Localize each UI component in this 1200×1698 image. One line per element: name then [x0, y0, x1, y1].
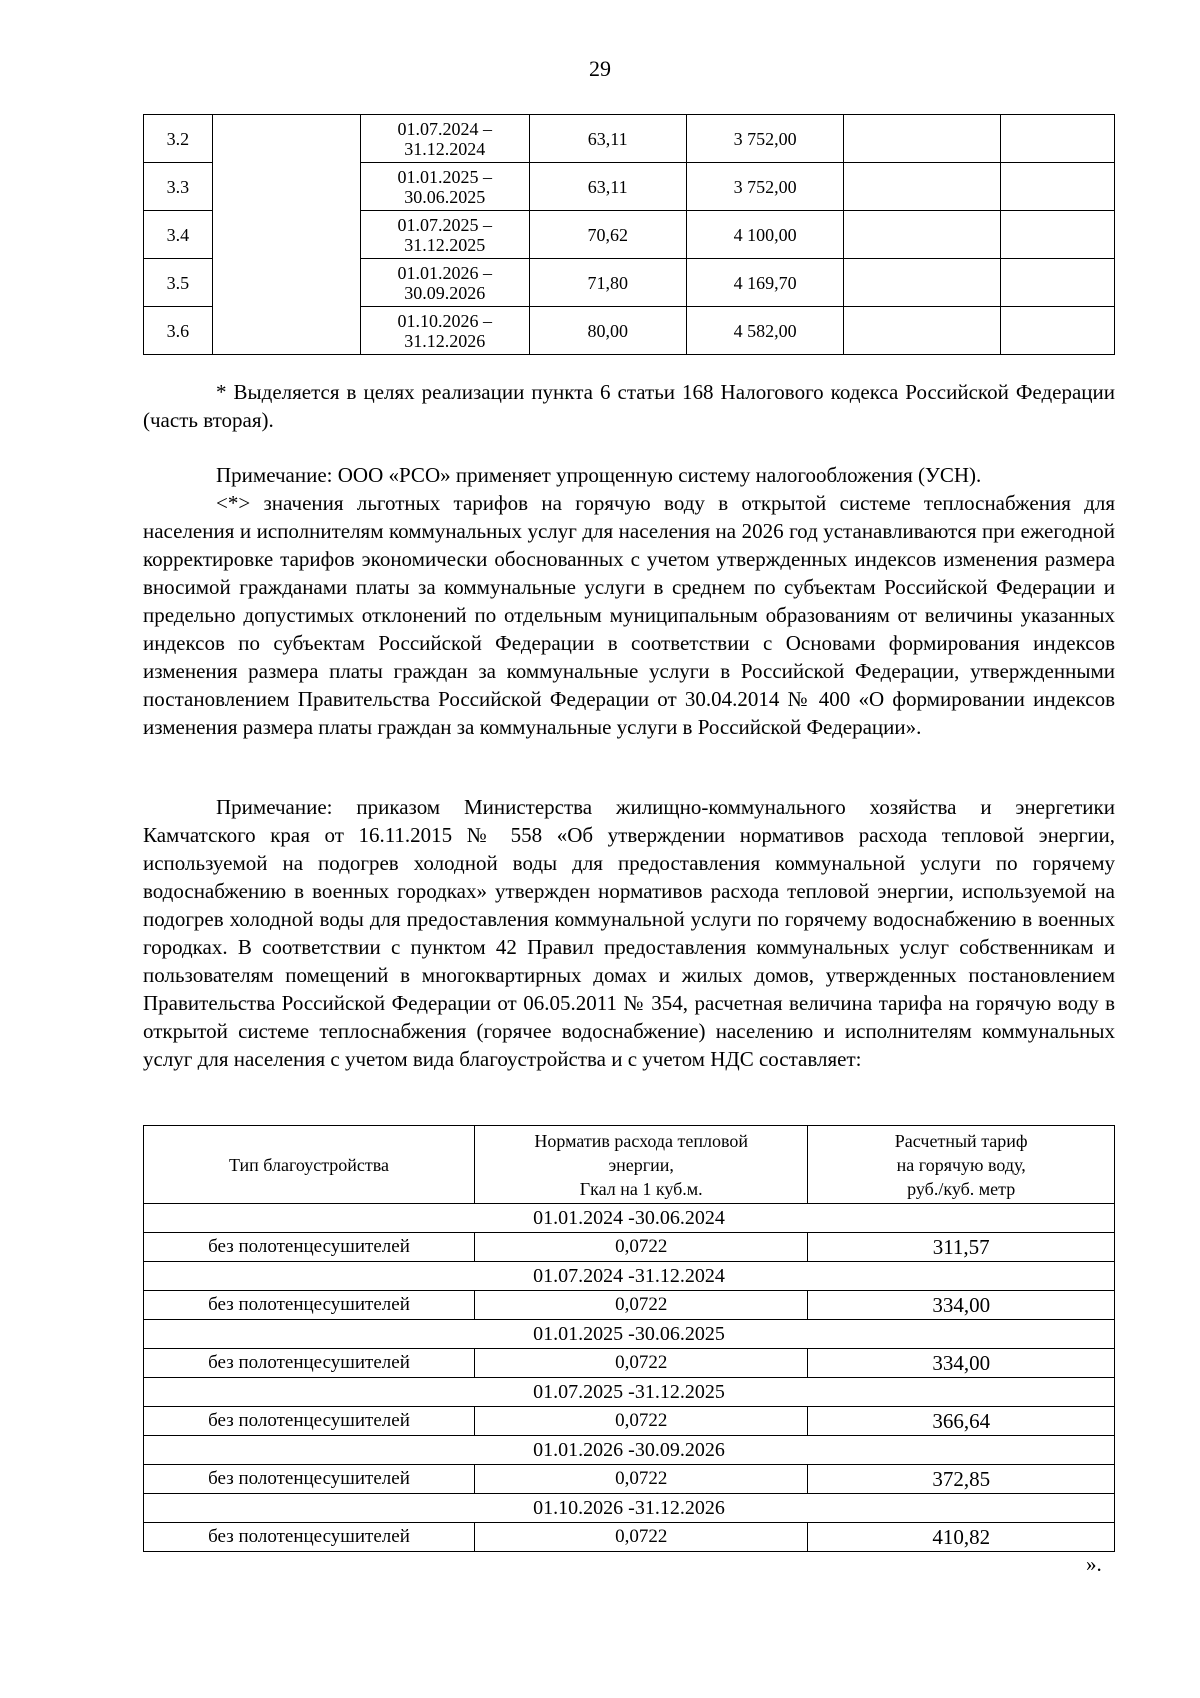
table-row — [144, 1407, 1115, 1436]
amenity-type: без полотенцесушителей — [144, 1233, 475, 1262]
period-cell: 01.01.2026 – 30.09.2026 — [360, 259, 529, 307]
note-preferential-tariffs: <*> значения льготных тарифов на горячую воду в открытой системе теплоснабжения для населения и исполнителям коммунальных услуг для населения на 2026 год устанавливаются при ежегодной корректировке тарифов экономически обоснованных с учетом утвержденных индексов изменения размера вносимой гражданами платы за коммунальные услуги в среднем по субъектам Российской Федерации и предельно допустимых отклонений по отдельным муниципальным образованиям от величины указанных индексов по субъектам Российской Федерации в соответствии с Основами формирования индексов изменения размера платы граждан за коммунальные услуги в Российской Федерации, утвержденными постановлением Правительства Российской Федерации от 30.04.2014 № 400 «О формировании индексов изменения размера платы граждан за коммунальные услуги в Российской Федерации». — [143, 491, 1115, 739]
period-row — [144, 1436, 1115, 1465]
value-cell: 63,11 — [529, 115, 686, 163]
amenity-type: без полотенцесушителей — [144, 1523, 475, 1552]
period-label: 01.01.2024 -30.06.2024 — [144, 1204, 1115, 1233]
note-usn: Примечание: ООО «РСО» применяет упрощенную систему налогообложения (УСН). — [216, 463, 982, 487]
heat-norm: 0,0722 — [475, 1233, 808, 1262]
tariff-value: 372,85 — [808, 1465, 1115, 1494]
empty-cell — [1000, 115, 1114, 163]
tariff-value: 334,00 — [808, 1349, 1115, 1378]
heat-norm: 0,0722 — [475, 1465, 808, 1494]
heat-norm: 0,0722 — [475, 1349, 808, 1378]
value-cell: 4 582,00 — [686, 307, 843, 355]
footnote: * Выделяется в целях реализации пункта 6 статьи 168 Налогового кодекса Российской Федерации (часть вторая). — [143, 380, 1115, 432]
amenity-type: без полотенцесушителей — [144, 1407, 475, 1436]
period-cell: 01.07.2025 – 31.12.2025 — [360, 211, 529, 259]
amenity-type: без полотенцесушителей — [144, 1291, 475, 1320]
period-row — [144, 1378, 1115, 1407]
period-cell: 01.01.2025 – 30.06.2025 — [360, 163, 529, 211]
period-row — [144, 1262, 1115, 1291]
value-cell: 3 752,00 — [686, 115, 843, 163]
empty-cell — [844, 307, 1000, 355]
header-tariff: Расчетный тариф на горячую воду, руб./куб. метр — [808, 1126, 1115, 1204]
period-row — [144, 1204, 1115, 1233]
value-cell: 3 752,00 — [686, 163, 843, 211]
period-row — [144, 1320, 1115, 1349]
value-cell: 71,80 — [529, 259, 686, 307]
tariff-value: 334,00 — [808, 1291, 1115, 1320]
period-label: 01.07.2024 -31.12.2024 — [144, 1262, 1115, 1291]
empty-cell — [844, 163, 1000, 211]
period-label: 01.10.2026 -31.12.2026 — [144, 1494, 1115, 1523]
amenity-type: без полотенцесушителей — [144, 1349, 475, 1378]
heat-norm: 0,0722 — [475, 1291, 808, 1320]
tariff-value: 410,82 — [808, 1523, 1115, 1552]
value-cell: 4 100,00 — [686, 211, 843, 259]
period-label: 01.01.2026 -30.09.2026 — [144, 1436, 1115, 1465]
row-number: 3.3 — [144, 163, 213, 211]
period-label: 01.01.2025 -30.06.2025 — [144, 1320, 1115, 1349]
empty-cell — [1000, 211, 1114, 259]
tariff-table-top — [143, 114, 1115, 355]
row-number: 3.4 — [144, 211, 213, 259]
row-number: 3.2 — [144, 115, 213, 163]
closing-quote: ». — [1086, 1552, 1102, 1576]
table-row — [144, 1349, 1115, 1378]
tariff-value: 311,57 — [808, 1233, 1115, 1262]
empty-cell — [1000, 163, 1114, 211]
heat-norm: 0,0722 — [475, 1523, 808, 1552]
hot-water-tariff-table — [143, 1125, 1115, 1552]
table-row — [144, 115, 1115, 163]
heat-norm: 0,0722 — [475, 1407, 808, 1436]
value-cell: 70,62 — [529, 211, 686, 259]
empty-cell — [1000, 307, 1114, 355]
table-header-row — [144, 1126, 1115, 1204]
page-number: 29 — [589, 56, 611, 81]
row-number: 3.6 — [144, 307, 213, 355]
period-cell: 01.10.2026 – 31.12.2026 — [360, 307, 529, 355]
value-cell: 63,11 — [529, 163, 686, 211]
value-cell: 80,00 — [529, 307, 686, 355]
table-row — [144, 1523, 1115, 1552]
note-heat-norms: Примечание: приказом Министерства жилищно-коммунального хозяйства и энергетики Камчатского края от 16.11.2015 № 558 «Об утверждении нормативов расхода тепловой энергии, используемой на подогрев холодной воды для предоставления коммунальной услуги по горячему водоснабжению в военных городках» утвержден нормативов расхода тепловой энергии, используемой на подогрев холодной воды для предоставления коммунальной услуги по горячему водоснабжению в военных городках. В соответствии с пунктом 42 Правил предоставления коммунальных услуг собственникам и пользователям помещений в многоквартирных домах и жилых домов, утвержденных постановлением Правительства Российской Федерации от 06.05.2011 № 354, расчетная величина тарифа на горячую воду в открытой системе теплоснабжения (горячее водоснабжение) населению и исполнителям коммунальных услуг для населения с учетом вида благоустройства и с учетом НДС составляет: — [143, 795, 1115, 1071]
empty-cell — [844, 115, 1000, 163]
table-row — [144, 1233, 1115, 1262]
row-number: 3.5 — [144, 259, 213, 307]
table-row — [144, 1465, 1115, 1494]
merged-empty-cell — [212, 115, 360, 355]
tariff-value: 366,64 — [808, 1407, 1115, 1436]
period-label: 01.07.2025 -31.12.2025 — [144, 1378, 1115, 1407]
period-row — [144, 1494, 1115, 1523]
table-row — [144, 1291, 1115, 1320]
amenity-type: без полотенцесушителей — [144, 1465, 475, 1494]
empty-cell — [844, 211, 1000, 259]
header-heat-norm: Норматив расхода тепловой энергии, Гкал на 1 куб.м. — [475, 1126, 808, 1204]
empty-cell — [1000, 259, 1114, 307]
header-amenity-type: Тип благоустройства — [144, 1126, 475, 1204]
value-cell: 4 169,70 — [686, 259, 843, 307]
empty-cell — [844, 259, 1000, 307]
period-cell: 01.07.2024 – 31.12.2024 — [360, 115, 529, 163]
